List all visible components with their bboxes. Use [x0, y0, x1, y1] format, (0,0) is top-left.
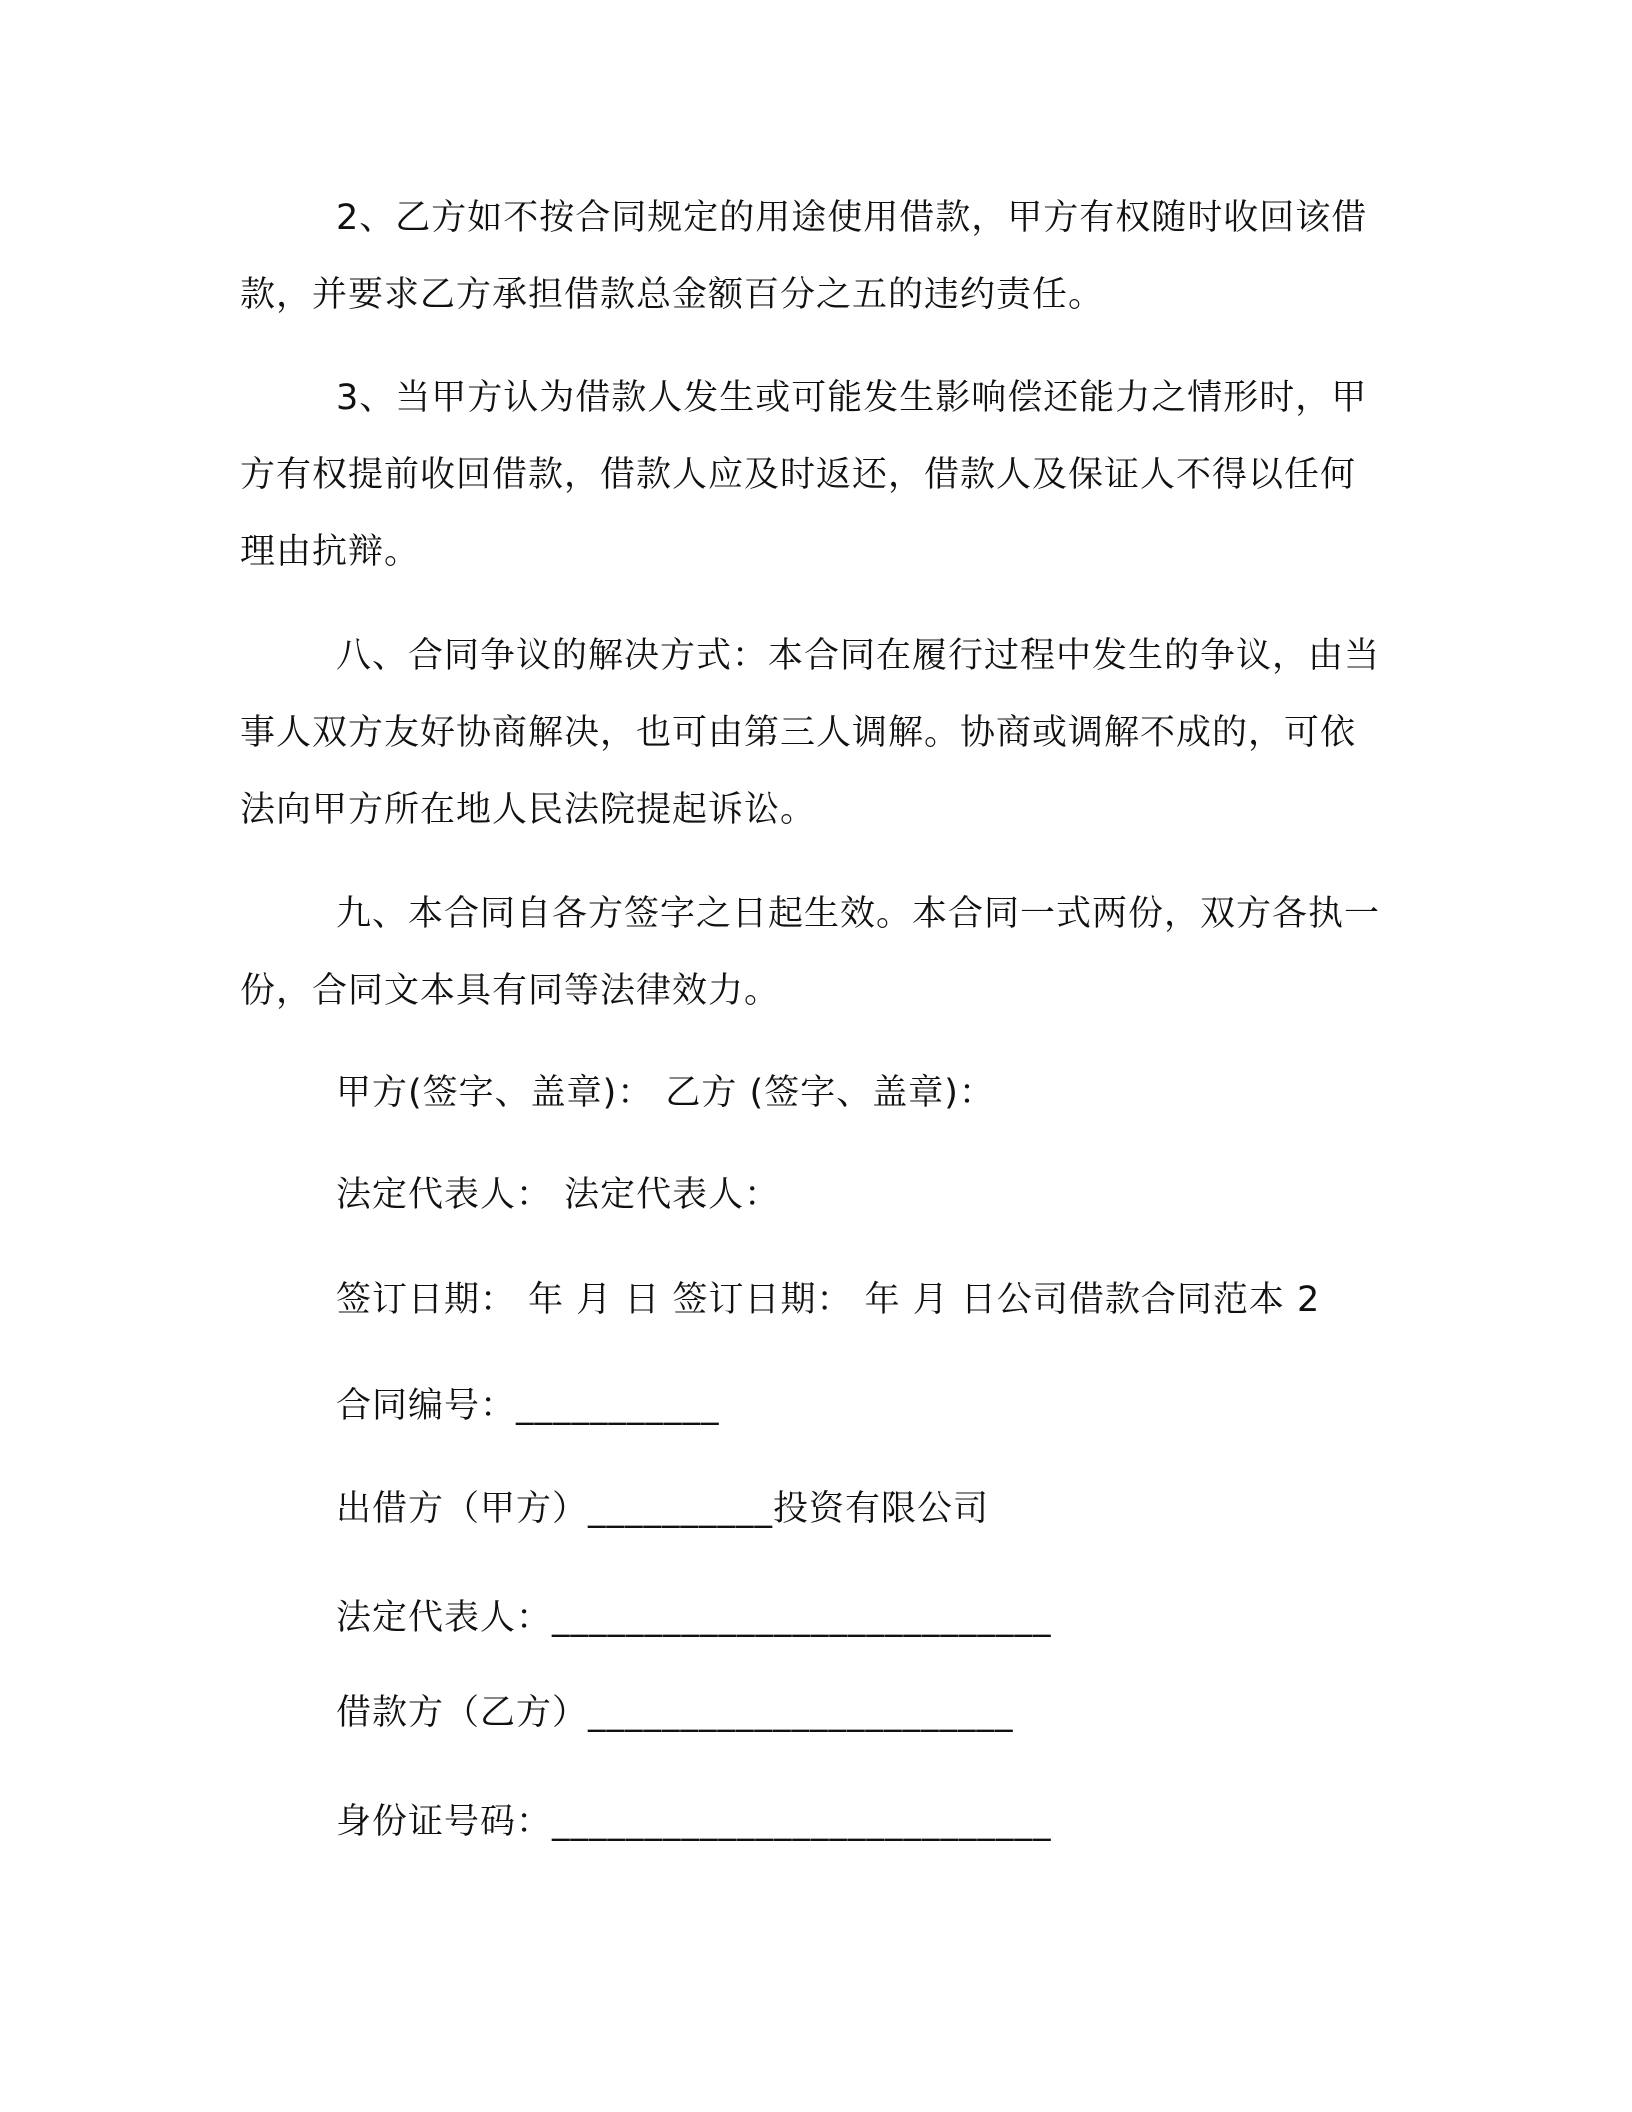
signature-parties-line: 甲方(签字、盖章)： 乙方 (签字、盖章)： — [336, 1073, 995, 1113]
clause-2-paragraph: 2、乙方如不按合同规定的用途使用借款，甲方有权随时收回该借款，并要求乙方承担借款总金额百分之五的违约责任。 — [240, 198, 1368, 315]
legal-representatives-line: 法定代表人： 法定代表人： — [336, 1175, 781, 1215]
borrower-field: 借款方（乙方）_______________________ — [336, 1693, 1014, 1733]
legal-representative-field: 法定代表人：___________________________ — [336, 1598, 1052, 1638]
lender-field: 出借方（甲方）__________投资有限公司 — [336, 1489, 990, 1529]
contract-number-field: 合同编号：___________ — [336, 1386, 720, 1426]
clause-9-effect-paragraph: 九、本合同自各方签字之日起生效。本合同一式两份，双方各执一份，合同文本具有同等法律效力。 — [240, 894, 1381, 1011]
clause-3-paragraph: 3、当甲方认为借款人发生或可能发生影响偿还能力之情形时，甲方有权提前收回借款，借款人应及时返还，借款人及保证人不得以任何理由抗辩。 — [240, 378, 1368, 572]
signing-dates-line: 签订日期： 年 月 日 签订日期： 年 月 日公司借款合同范本 2 — [336, 1280, 1321, 1320]
id-number-field: 身份证号码：___________________________ — [336, 1802, 1052, 1842]
clause-8-dispute-paragraph: 八、合同争议的解决方式：本合同在履行过程中发生的争议，由当事人双方友好协商解决，也可由第三人调解。协商或调解不成的，可依法向甲方所在地人民法院提起诉讼。 — [240, 636, 1381, 830]
